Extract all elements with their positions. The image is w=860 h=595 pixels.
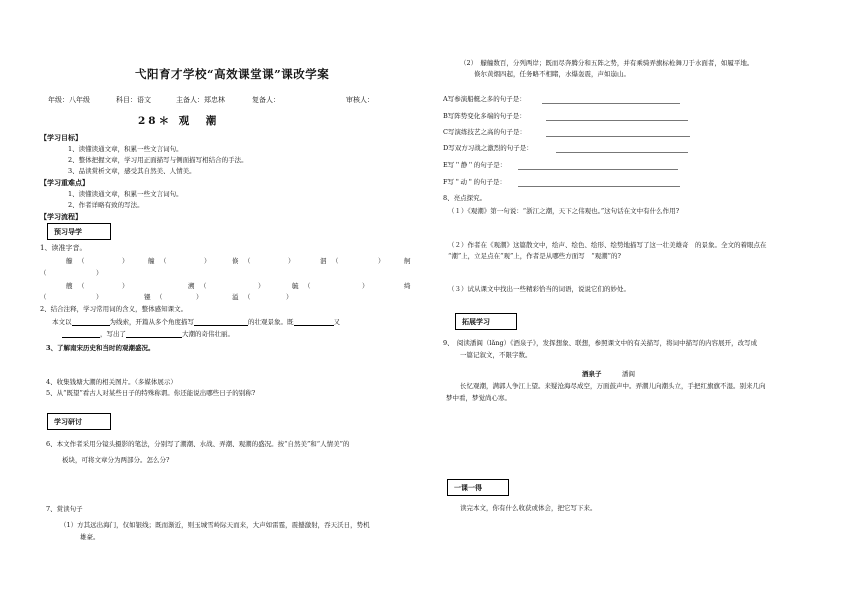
reflection-prompt: 读完本文，你有什么收获或体会，把它写下来。 [460, 504, 597, 512]
preparer-label: 主备人：郑忠林 [176, 96, 225, 104]
paren-open: （ [40, 293, 47, 301]
q8-1-text: （１）《观潮》第一句说：“浙江之潮，天下之伟观也。”这句话在文中有什么作用? [448, 207, 680, 215]
answer-prompt-e: E写＂静＂的句子是： [443, 161, 507, 169]
char-item: 泅 [320, 257, 327, 265]
key-point-item: 1、读懂读通文章，积累一些文言词句。 [68, 190, 183, 198]
q9-text: 9、 阅读潘阆（lǎng）《酒泉子》，发挥想象、联想，参照课文中的有关描写，将词中描写的内容展开，改写成 [443, 339, 758, 347]
answer-prompt-b: B写阵势变化多端的句子是： [443, 112, 526, 120]
q2-text-part: 为线索，开篇从多个角度描写 [109, 318, 194, 326]
q3-text: 3、了解南宋历史和当时的观潮盛况。 [46, 344, 155, 352]
subject-label: 科目：语文 [116, 96, 151, 104]
poem-title: 酒泉子 [582, 370, 602, 378]
char-item: 倏 [232, 257, 239, 265]
key-point-item: 2、作者详略有致的写法。 [68, 201, 144, 209]
paren-open: （ [200, 282, 207, 290]
key-points-heading: 【学习重难点】 [40, 178, 89, 187]
q2-text-part: 的壮观景象。既 [248, 318, 294, 326]
q2-text-part: 大潮的奇伟壮丽。 [182, 330, 234, 338]
paren-close: ） [122, 257, 129, 265]
paren-open: （ [244, 293, 251, 301]
answer-line[interactable] [546, 136, 690, 137]
answer-prompt-a: A写参演船艇之多的句子是： [443, 95, 526, 103]
paren-close: ） [288, 257, 295, 265]
q2-fill-line2 [62, 329, 234, 338]
grade-label: 年级：八年级 [48, 96, 90, 104]
q7-1-text-cont: 雄豪。 [80, 533, 100, 541]
paren-close: ） [96, 269, 103, 277]
reviewer-label: 审核人： [346, 96, 374, 104]
answer-blank[interactable] [62, 329, 100, 338]
char-item: 绮 [404, 282, 411, 290]
paren-open: （ [332, 257, 339, 265]
goal-item: 3、品读赏析文章，感受其自然美、人情美。 [68, 167, 196, 175]
q2-text-part: ，写出了 [100, 330, 126, 338]
char-item: 镪 [144, 293, 151, 301]
answer-line[interactable] [542, 103, 680, 104]
paren-open: （ [156, 293, 163, 301]
char-item: 艨 [66, 257, 73, 265]
paren-close: ） [362, 282, 369, 290]
q8-2-text: （２）作者在《观潮》这篇散文中，绘声、绘色、绘形、绘势地描写了这一壮美雄奇 的景象。全文的着眼点在 [448, 241, 767, 249]
q7-2-text-cont: 倏尔黄烟四起，任务略不相睹，水爆轰震，声如崩山。 [474, 70, 630, 78]
poem-author: 潘阆 [622, 370, 635, 378]
char-item: 溯 [188, 282, 195, 290]
extension-section-label: 拓展学习 [455, 313, 517, 330]
page-title: 弋阳育才学校“高效课堂课”课改学案 [135, 67, 330, 81]
q7-text: 7、赏读句子 [46, 505, 83, 513]
q1-text: 1、读准字音。 [40, 244, 87, 252]
goal-item: 2、整体把握文章，学习用正面描写与侧面描写相结合的手法。 [68, 156, 248, 164]
poem-text-cont: 梦中看，梦觉尚心寒。 [446, 394, 511, 402]
q9-text-cont: 一篇记叙文，不限字数。 [460, 351, 532, 359]
process-heading: 【学习流程】 [40, 212, 82, 221]
q2-fill-line1 [52, 317, 340, 326]
answer-line[interactable] [546, 120, 688, 121]
paren-open: （ [78, 257, 85, 265]
reflection-section-label: 一课一得 [447, 479, 509, 496]
q2-text-part: 本文以 [52, 318, 72, 326]
char-item: 毓 [292, 282, 299, 290]
paren-close: ） [286, 293, 293, 301]
paren-open: （ [304, 282, 311, 290]
q8-3-text: （３）试从课文中找出一些精彩恰当的词语，说说它们的妙处。 [448, 285, 630, 293]
q6-text: 6、本文作者采用分镜头摄影的笔法，分别写了潮潮、水战、弄潮、观潮的盛况。按“自然美”和“人情美”的 [46, 440, 350, 448]
paren-close: ） [122, 282, 129, 290]
paren-close: ） [196, 293, 203, 301]
poem-text: 长忆观潮，满郭人争江上望。来疑沧海尽成空，万面鼓声中。弄潮儿向潮头立，手把红旗旗不湿。别来几向 [460, 382, 766, 390]
q2-text: 2、结合注释，学习常用词的含义，整体感知课文。 [40, 305, 188, 313]
preview-section-label: 预习导学 [47, 223, 111, 240]
answer-blank[interactable] [72, 317, 110, 326]
char-item: 舸 [404, 257, 411, 265]
answer-line[interactable] [518, 169, 678, 170]
char-item: 溢 [232, 293, 239, 301]
paren-close: ） [96, 293, 103, 301]
answer-prompt-c: C写演练技艺之高的句子是： [443, 128, 526, 136]
char-item: 艘 [66, 282, 73, 290]
q5-text: 5、从“既望”看古人对某些日子的特殊称谓。你还能说出哪些日子的别称? [46, 389, 256, 397]
paren-open: （ [40, 269, 47, 277]
q6-text-cont: 板块，可将文章分为两部分。怎么分? [62, 456, 170, 464]
q8-2-text-cont: “潮”上，立足点在“观”上，作者是从哪些方面写 “观潮”的? [448, 252, 621, 260]
answer-prompt-d: D写双方习战之激烈的句子是： [443, 144, 533, 152]
answer-blank[interactable] [126, 329, 182, 338]
answer-prompt-f: F写＂动＂的句子是： [443, 178, 507, 186]
paren-open: （ [78, 282, 85, 290]
answer-blank[interactable] [294, 317, 334, 326]
answer-line[interactable] [556, 152, 688, 153]
lesson-title: 28＊ 观 潮 [138, 115, 220, 127]
answer-line[interactable] [518, 186, 680, 187]
co-preparer-label: 复备人： [252, 96, 280, 104]
q7-1-text: （1）方其远出海门，仅如银线；既而渐近，则玉城雪岭际天而来，大声如雷霆，震撼激射，吞天沃日，势机 [60, 521, 370, 529]
paren-close: ） [258, 282, 265, 290]
paren-open: （ [244, 257, 251, 265]
goal-item: 1、读懂读通文章，积累一些文言词句。 [68, 145, 183, 153]
paren-open: （ [160, 257, 167, 265]
q8-text: 8、亮点探究。 [443, 194, 487, 202]
char-item: 艟 [148, 257, 155, 265]
goals-heading: 【学习目标】 [40, 133, 82, 142]
study-section-label: 学习研讨 [47, 413, 111, 430]
q2-text-part: 又 [333, 318, 340, 326]
paren-close: ） [378, 257, 385, 265]
q7-2-text: （2） 艨艟数百，分列两岸；既而尽奔腾分和五阵之势，并有乘骑弄旗标枪舞刀于水面者，如履平地。 [460, 59, 754, 67]
answer-blank[interactable] [194, 317, 248, 326]
q4-text: 4、收集钱塘大潮的相关图片。（多媒体展示） [46, 378, 177, 386]
paren-close: ） [204, 257, 211, 265]
